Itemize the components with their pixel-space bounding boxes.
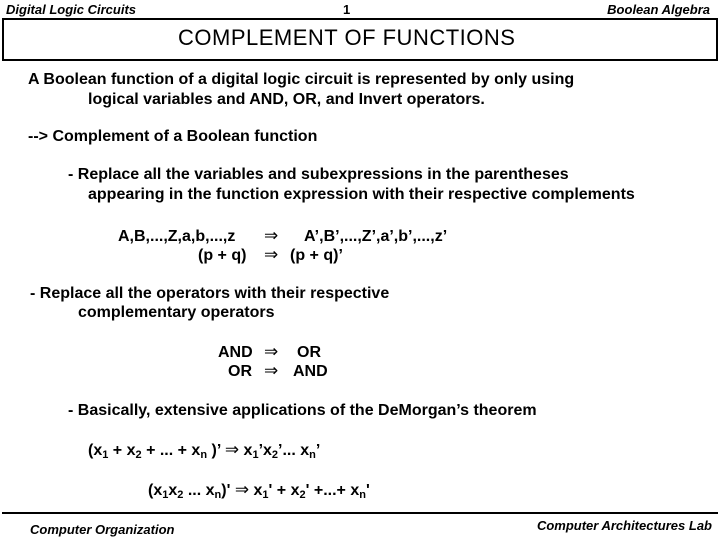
footer-lab: Computer Architectures Lab xyxy=(536,518,712,533)
title-box-left xyxy=(2,18,4,60)
page-number: 1 xyxy=(343,2,351,17)
rule1-line-2: appearing in the function expression with their respective complements xyxy=(88,186,635,203)
intro-line-2: logical variables and AND, OR, and Invert operators. xyxy=(88,91,485,108)
map1-rhs-2: (p + q)’ xyxy=(290,247,343,264)
map2-lhs-2: OR xyxy=(228,363,252,380)
implies-arrow-icon: ⇒ xyxy=(264,245,279,264)
implies-arrow-icon: ⇒ xyxy=(234,480,250,499)
footer-course: Computer Organization xyxy=(30,522,175,537)
map1-lhs-1: A,B,...,Z,a,b,...,z xyxy=(118,228,236,245)
map1-rhs-1: A’,B’,...,Z’,a’,b’,...,z’ xyxy=(304,228,448,245)
title-box-right xyxy=(716,18,718,60)
rule2-line-1: - Replace all the operators with their respective xyxy=(30,285,390,302)
implies-arrow-icon: ⇒ xyxy=(264,342,279,361)
implies-arrow-icon: ⇒ xyxy=(224,440,240,459)
map2-rhs-1: OR xyxy=(297,344,321,361)
map2-lhs-1: AND xyxy=(218,344,253,361)
demorgan-formula-2: ($x_1x_2$ ... $x_n)'$ ⇒ $x_1' + x_2'$ +...+ $x_n'$ xyxy=(148,480,370,501)
rule1-line-1: - Replace all the variables and subexpressions in the parentheses xyxy=(68,166,569,183)
slide-title: COMPLEMENT OF FUNCTIONS xyxy=(178,25,516,50)
rule2-line-2: complementary operators xyxy=(78,304,275,321)
map2-rhs-2: AND xyxy=(293,363,328,380)
complement-heading: --> Complement of a Boolean function xyxy=(28,128,318,145)
header-rule xyxy=(2,18,718,20)
implies-arrow-icon: ⇒ xyxy=(264,226,279,245)
map1-lhs-2: (p + q) xyxy=(198,247,247,264)
section-name: Boolean Algebra xyxy=(607,2,710,17)
course-name: Digital Logic Circuits xyxy=(6,2,137,17)
rule3-line: - Basically, extensive applications of the DeMorgan’s theorem xyxy=(68,402,537,419)
title-rule xyxy=(2,59,718,61)
intro-line-1: A Boolean function of a digital logic circuit is represented by only using xyxy=(28,71,575,88)
demorgan-formula-1: ($x_1 + x_2$ + ... + $x_n$ )’ ⇒ $x_1’x_2$’... $x_n$’ xyxy=(88,440,321,461)
implies-arrow-icon: ⇒ xyxy=(264,361,279,380)
footer-rule xyxy=(2,512,718,514)
